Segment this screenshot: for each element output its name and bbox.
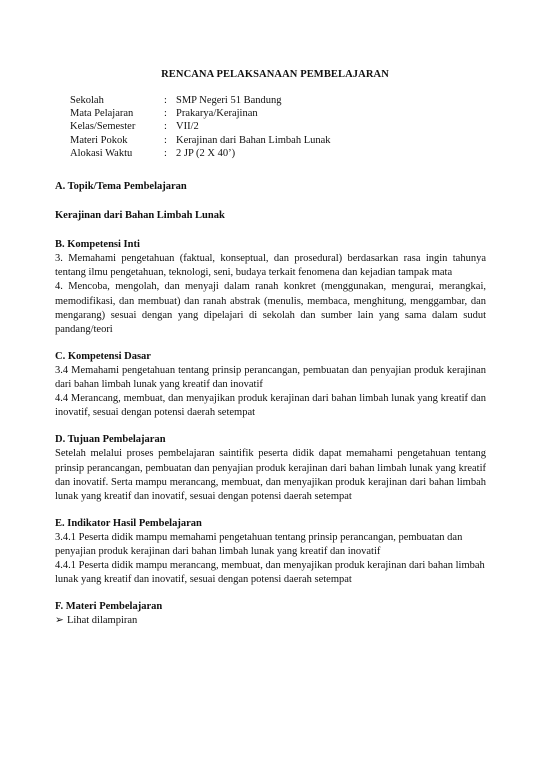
list-item [55, 614, 486, 628]
topic-title: Kerajinan dari Bahan Limbah Lunak [55, 210, 225, 222]
identity-table [70, 94, 331, 160]
document-body [55, 180, 486, 628]
core-competence-3: 3. Memahami pengetahuan (faktual, konseptual, dan prosedural) berdasarkan rasa ingin tahunya tentang ilmu pengetahuan, teknologi, seni, budaya terkait fenomena dan kejadian tampak mata [55, 253, 486, 279]
meta-label: Materi Pokok [70, 134, 128, 146]
arrow-bullet-icon: ➢ [55, 615, 64, 627]
section-heading-b: B. Kompetensi Inti [55, 239, 140, 251]
section-heading-f: F. Materi Pembelajaran [55, 601, 163, 613]
material-item: Lihat dilampiran [67, 615, 138, 627]
meta-row-class [70, 120, 331, 133]
meta-colon: : [164, 121, 167, 133]
meta-row-time [70, 147, 331, 160]
meta-value: Prakarya/Kerajinan [176, 108, 258, 120]
basic-competence-3-4: 3.4 Memahami pengetahuan tentang prinsip perancangan, pembuatan dan penyajian produk kerajinan dari bahan limbah lunak yang kreatif dan inovatif [55, 364, 486, 391]
indicator-3-4-1: 3.4.1 Peserta didik mampu memahami pengetahuan tentang prinsip perancangan, pembuatan dan penyajian produk kerajinan dari bahan limbah lunak yang kreatif dan inovatif [55, 531, 463, 557]
meta-colon: : [164, 95, 167, 106]
meta-label: Kelas/Semester [70, 121, 136, 133]
meta-label: Sekolah [70, 95, 104, 106]
meta-colon: : [164, 108, 167, 120]
meta-value: SMP Negeri 51 Bandung [176, 95, 282, 106]
section-heading-e: E. Indikator Hasil Pembelajaran [55, 517, 202, 529]
basic-competence-4-4: 4.4 Merancang, membuat, dan menyajikan produk kerajinan dari bahan limbah lunak yang kreatif dan inovatif, sesuai dengan potensi daerah setempat [55, 393, 486, 419]
section-heading-a: A. Topik/Tema Pembelajaran [55, 181, 187, 192]
meta-row-subject [70, 107, 331, 120]
indicator-4-4-1: 4.4.1 Peserta didik mampu merancang, membuat, dan menyajikan produk kerajinan dari bahan limbah lunak yang kreatif dan inovatif, sesuai dengan potensi daerah setempat [55, 560, 485, 586]
meta-colon: : [164, 147, 167, 159]
meta-row-school [70, 94, 331, 107]
meta-value: 2 JP (2 X 40’) [176, 147, 236, 159]
meta-value: Kerajinan dari Bahan Limbah Lunak [176, 134, 331, 146]
meta-label: Mata Pelajaran [70, 108, 134, 120]
meta-label: Alokasi Waktu [70, 147, 133, 159]
meta-colon: : [164, 134, 167, 146]
meta-row-topic [70, 134, 331, 147]
meta-value: VII/2 [176, 121, 199, 133]
section-heading-c: C. Kompetensi Dasar [55, 350, 151, 362]
learning-objective: Setelah melalui proses pembelajaran saintifik peserta didik dapat memahami pengetahuan tentang prinsip perancangan, pembuatan dan penyajian produk kerajinan dari bahan limbah lunak yang kreatif dan inovatif. Serta mampu merancang, membuat, dan menyajikan produk kerajinan dari bahan limbah lunak yang kreatif dan inovatif, sesuai dengan potensi daerah setempat [55, 448, 486, 502]
section-heading-d: D. Tujuan Pembelajaran [55, 434, 166, 446]
core-competence-4: 4. Mencoba, mengolah, dan menyaji dalam ranah konkret (menggunakan, mengurai, merangkai, memodifikasi, dan membuat) dan ranah abstrak (menulis, membaca, menghitung, menggambar, dan mengarang) sesuai dengan yang dipelajari di sekolah dan sumber lain yang sama dalam sudut pandang/teori [55, 281, 486, 335]
document-title: RENCANA PELAKSANAAN PEMBELAJARAN [161, 69, 389, 80]
